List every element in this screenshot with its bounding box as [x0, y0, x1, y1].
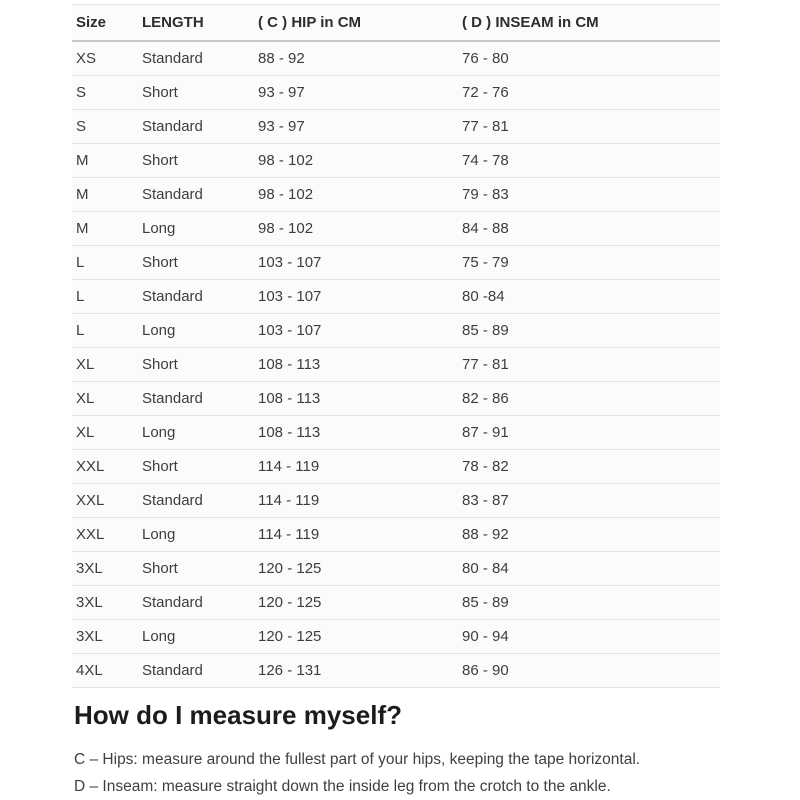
- cell-size: XXL: [72, 518, 138, 552]
- cell-size: XL: [72, 348, 138, 382]
- cell-hip: 103 - 107: [254, 280, 458, 314]
- header-size: Size: [72, 5, 138, 42]
- table-row: [72, 484, 720, 518]
- cell-hip: 120 - 125: [254, 586, 458, 620]
- cell-length: Short: [138, 144, 254, 178]
- cell-size: M: [72, 144, 138, 178]
- table-row: [72, 450, 720, 484]
- cell-length: Short: [138, 450, 254, 484]
- cell-length: Long: [138, 620, 254, 654]
- cell-inseam: 77 - 81: [458, 110, 720, 144]
- cell-size: L: [72, 246, 138, 280]
- size-chart-table: [72, 4, 720, 688]
- cell-size: XS: [72, 41, 138, 76]
- table-row: [72, 76, 720, 110]
- cell-length: Standard: [138, 178, 254, 212]
- cell-length: Short: [138, 246, 254, 280]
- cell-inseam: 82 - 86: [458, 382, 720, 416]
- cell-inseam: 78 - 82: [458, 450, 720, 484]
- measure-section: [74, 700, 754, 800]
- cell-size: S: [72, 110, 138, 144]
- cell-hip: 93 - 97: [254, 76, 458, 110]
- table-row: [72, 41, 720, 76]
- size-chart-header: [72, 5, 720, 42]
- table-row: [72, 348, 720, 382]
- cell-hip: 108 - 113: [254, 348, 458, 382]
- cell-size: 3XL: [72, 620, 138, 654]
- cell-length: Long: [138, 518, 254, 552]
- cell-length: Standard: [138, 41, 254, 76]
- table-row: [72, 246, 720, 280]
- cell-hip: 120 - 125: [254, 620, 458, 654]
- cell-hip: 93 - 97: [254, 110, 458, 144]
- table-row: [72, 518, 720, 552]
- cell-inseam: 90 - 94: [458, 620, 720, 654]
- table-row: [72, 212, 720, 246]
- cell-length: Standard: [138, 382, 254, 416]
- cell-hip: 98 - 102: [254, 144, 458, 178]
- cell-size: XXL: [72, 450, 138, 484]
- cell-size: S: [72, 76, 138, 110]
- cell-size: L: [72, 314, 138, 348]
- header-inseam: ( D ) INSEAM in CM: [458, 5, 720, 42]
- cell-hip: 114 - 119: [254, 450, 458, 484]
- table-row: [72, 144, 720, 178]
- measure-instruction-inseam: D – Inseam: measure straight down the inside leg from the crotch to the ankle.: [74, 778, 611, 795]
- cell-hip: 103 - 107: [254, 314, 458, 348]
- cell-hip: 98 - 102: [254, 178, 458, 212]
- cell-hip: 126 - 131: [254, 654, 458, 688]
- cell-size: XL: [72, 382, 138, 416]
- cell-length: Standard: [138, 484, 254, 518]
- cell-hip: 98 - 102: [254, 212, 458, 246]
- cell-inseam: 74 - 78: [458, 144, 720, 178]
- cell-inseam: 83 - 87: [458, 484, 720, 518]
- cell-inseam: 79 - 83: [458, 178, 720, 212]
- cell-length: Short: [138, 552, 254, 586]
- cell-size: XXL: [72, 484, 138, 518]
- cell-size: XL: [72, 416, 138, 450]
- cell-size: 4XL: [72, 654, 138, 688]
- header-row: [72, 5, 720, 42]
- table-row: [72, 416, 720, 450]
- cell-inseam: 80 - 84: [458, 552, 720, 586]
- table-row: [72, 178, 720, 212]
- table-row: [72, 586, 720, 620]
- header-hip: ( C ) HIP in CM: [254, 5, 458, 42]
- cell-inseam: 85 - 89: [458, 314, 720, 348]
- cell-inseam: 76 - 80: [458, 41, 720, 76]
- cell-hip: 120 - 125: [254, 552, 458, 586]
- cell-size: 3XL: [72, 586, 138, 620]
- table-row: [72, 552, 720, 586]
- table-row: [72, 314, 720, 348]
- size-table-body: [72, 41, 720, 688]
- cell-size: M: [72, 212, 138, 246]
- table-row: [72, 110, 720, 144]
- cell-hip: 108 - 113: [254, 382, 458, 416]
- cell-length: Standard: [138, 586, 254, 620]
- cell-length: Short: [138, 76, 254, 110]
- cell-inseam: 88 - 92: [458, 518, 720, 552]
- cell-inseam: 77 - 81: [458, 348, 720, 382]
- cell-size: 3XL: [72, 552, 138, 586]
- table-row: [72, 382, 720, 416]
- cell-length: Long: [138, 314, 254, 348]
- measure-heading: How do I measure myself?: [74, 700, 402, 730]
- cell-length: Short: [138, 348, 254, 382]
- cell-inseam: 75 - 79: [458, 246, 720, 280]
- cell-inseam: 85 - 89: [458, 586, 720, 620]
- cell-size: M: [72, 178, 138, 212]
- cell-hip: 103 - 107: [254, 246, 458, 280]
- cell-inseam: 87 - 91: [458, 416, 720, 450]
- table-row: [72, 654, 720, 688]
- cell-size: L: [72, 280, 138, 314]
- cell-inseam: 86 - 90: [458, 654, 720, 688]
- cell-length: Standard: [138, 110, 254, 144]
- cell-length: Long: [138, 212, 254, 246]
- table-row: [72, 280, 720, 314]
- cell-hip: 108 - 113: [254, 416, 458, 450]
- cell-inseam: 72 - 76: [458, 76, 720, 110]
- cell-hip: 114 - 119: [254, 484, 458, 518]
- cell-length: Long: [138, 416, 254, 450]
- table-row: [72, 620, 720, 654]
- header-length: LENGTH: [138, 5, 254, 42]
- cell-inseam: 84 - 88: [458, 212, 720, 246]
- measure-instruction-hips: C – Hips: measure around the fullest part of your hips, keeping the tape horizontal.: [74, 751, 641, 768]
- cell-inseam: 80 -84: [458, 280, 720, 314]
- cell-length: Standard: [138, 654, 254, 688]
- cell-length: Standard: [138, 280, 254, 314]
- cell-hip: 114 - 119: [254, 518, 458, 552]
- cell-hip: 88 - 92: [254, 41, 458, 76]
